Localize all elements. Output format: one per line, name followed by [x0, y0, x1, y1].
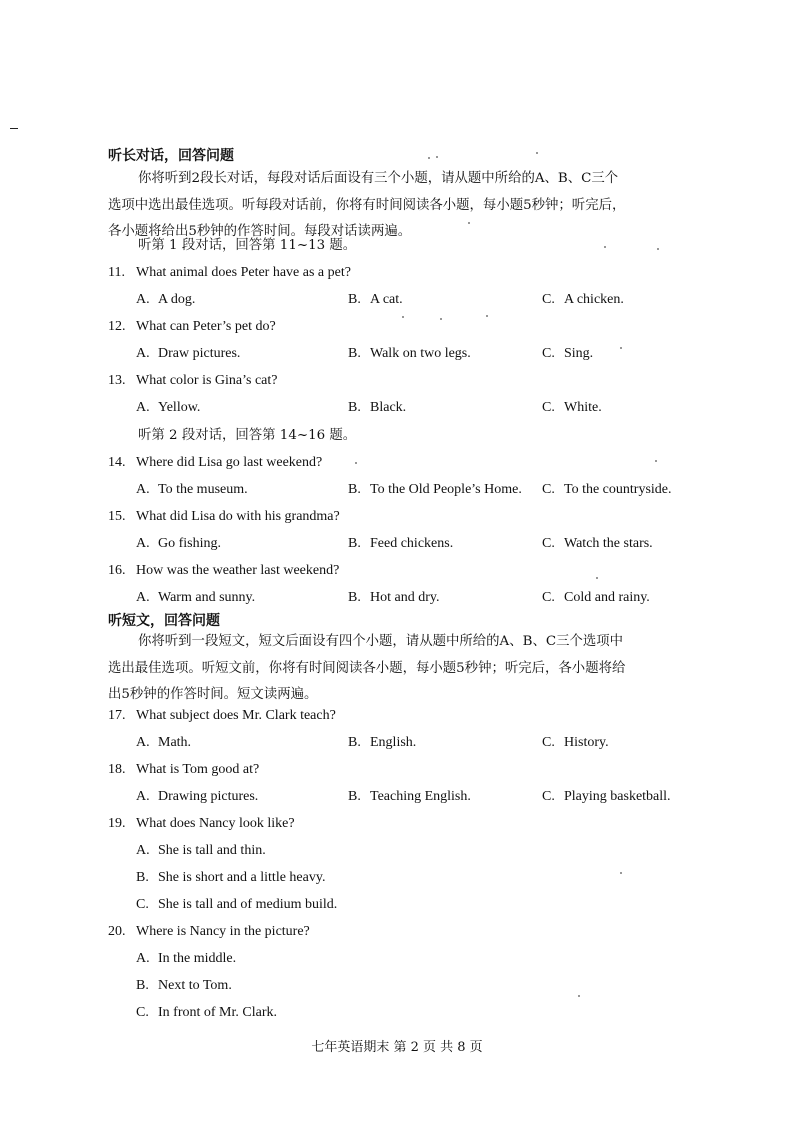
option-19-c[interactable]: C. She is tall and of medium build. — [136, 897, 338, 912]
question-stem: What animal does Peter have as a pet? — [136, 265, 351, 280]
option-11-a[interactable]: A. A dog. — [136, 292, 196, 307]
question-20 — [108, 923, 310, 941]
question-number: 19. — [108, 816, 126, 831]
dialogue1-instruction: 听第 1 段对话，回答第 11~13 题。 — [138, 238, 357, 253]
question-number: 12. — [108, 319, 126, 334]
scan-speck — [428, 157, 430, 159]
option-16-b[interactable]: B. Hot and dry. — [348, 590, 440, 605]
dialogue2-instruction: 听第 2 段对话，回答第 14~16 题。 — [138, 428, 357, 443]
option-12-c[interactable]: C. Sing. — [542, 346, 594, 361]
option-14-c[interactable]: C. To the countryside. — [542, 482, 672, 497]
section2-instructions-line3: 出5秒钟的作答时间。短文读两遍。 — [108, 687, 318, 702]
option-13-a[interactable]: A. Yellow. — [136, 400, 201, 415]
question-17 — [108, 707, 336, 725]
option-11-c[interactable]: C. A chicken. — [542, 292, 624, 307]
option-17-b[interactable]: B. English. — [348, 735, 417, 750]
question-18 — [108, 761, 259, 779]
section2-instructions-line1: 你将听到一段短文，短文后面设有四个小题，请从题中所给的A、B、C三个选项中 — [138, 634, 624, 649]
question-stem: What does Nancy look like? — [136, 816, 295, 831]
scan-speck — [536, 152, 538, 154]
question-stem: What color is Gina’s cat? — [136, 373, 278, 388]
scan-speck — [440, 318, 442, 320]
question-stem: Where did Lisa go last weekend? — [136, 455, 323, 470]
option-13-c[interactable]: C. White. — [542, 400, 602, 415]
scan-speck — [657, 248, 659, 250]
question-stem: Where is Nancy in the picture? — [136, 924, 310, 939]
question-19 — [108, 815, 295, 833]
question-15 — [108, 508, 340, 526]
option-19-b[interactable]: B. She is short and a little heavy. — [136, 870, 326, 885]
scan-speck — [486, 315, 488, 317]
question-stem: What subject does Mr. Clark teach? — [136, 708, 336, 723]
option-12-a[interactable]: A. Draw pictures. — [136, 346, 241, 361]
scan-speck — [620, 872, 622, 874]
page-footer: 七年英语期末 第 2 页 共 8 页 — [311, 1040, 483, 1055]
question-14 — [108, 454, 322, 472]
question-number: 20. — [108, 924, 126, 939]
option-17-a[interactable]: A. Math. — [136, 735, 192, 750]
question-number: 11. — [108, 265, 125, 280]
option-15-c[interactable]: C. Watch the stars. — [542, 536, 653, 551]
option-20-a[interactable]: A. In the middle. — [136, 951, 237, 966]
option-18-a[interactable]: A. Drawing pictures. — [136, 789, 259, 804]
option-20-c[interactable]: C. In front of Mr. Clark. — [136, 1005, 277, 1020]
option-11-b[interactable]: B. A cat. — [348, 292, 403, 307]
option-18-c[interactable]: C. Playing basketball. — [542, 789, 671, 804]
scan-speck — [596, 577, 598, 579]
question-stem: How was the weather last weekend? — [136, 563, 340, 578]
section2-title: 听短文，回答问题 — [108, 613, 220, 629]
option-20-b[interactable]: B. Next to Tom. — [136, 978, 232, 993]
section2-instructions-line2: 选出最佳选项。听短文前，你将有时间阅读各小题，每小题5秒钟；听完后，各小题将给 — [108, 660, 626, 676]
question-12 — [108, 318, 276, 336]
option-16-c[interactable]: C. Cold and rainy. — [542, 590, 650, 605]
question-number: 13. — [108, 373, 126, 388]
margin-mark — [10, 128, 18, 129]
option-18-b[interactable]: B. Teaching English. — [348, 789, 471, 804]
question-number: 17. — [108, 708, 126, 723]
question-stem: What did Lisa do with his grandma? — [136, 509, 340, 524]
question-number: 15. — [108, 509, 126, 524]
question-11 — [108, 264, 351, 282]
scan-speck — [402, 316, 404, 318]
option-12-b[interactable]: B. Walk on two legs. — [348, 346, 471, 361]
scan-speck — [604, 246, 606, 248]
option-15-a[interactable]: A. Go fishing. — [136, 536, 221, 551]
section1-instructions-line1: 你将听到2段长对话，每段对话后面设有三个小题，请从题中所给的A、B、C三个 — [138, 171, 619, 186]
scan-speck — [578, 995, 580, 997]
section1-instructions-line2: 选项中选出最佳选项。听每段对话前，你将有时间阅读各小题，每小题5秒钟；听完后， — [108, 197, 626, 213]
question-stem: What can Peter’s pet do? — [136, 319, 276, 334]
question-number: 14. — [108, 455, 126, 470]
question-stem: What is Tom good at? — [136, 762, 260, 777]
question-13 — [108, 372, 278, 390]
scan-speck — [620, 347, 622, 349]
option-19-a[interactable]: A. She is tall and thin. — [136, 843, 266, 858]
section1-instructions-line3: 各小题将给出5秒钟的作答时间。每段对话读两遍。 — [108, 224, 412, 239]
section1-title: 听长对话，回答问题 — [108, 148, 234, 164]
question-number: 18. — [108, 762, 126, 777]
section1-instructions — [108, 166, 688, 246]
question-number: 16. — [108, 563, 126, 578]
option-14-b[interactable]: B. To the Old People’s Home. — [348, 482, 522, 497]
scan-speck — [468, 222, 470, 224]
scan-speck — [436, 156, 438, 158]
question-16 — [108, 562, 339, 580]
option-13-b[interactable]: B. Black. — [348, 400, 407, 415]
scan-speck — [655, 460, 657, 462]
section2-instructions — [108, 629, 688, 709]
option-14-a[interactable]: A. To the museum. — [136, 482, 248, 497]
option-15-b[interactable]: B. Feed chickens. — [348, 536, 454, 551]
option-17-c[interactable]: C. History. — [542, 735, 609, 750]
scan-speck — [355, 462, 357, 464]
option-16-a[interactable]: A. Warm and sunny. — [136, 590, 256, 605]
